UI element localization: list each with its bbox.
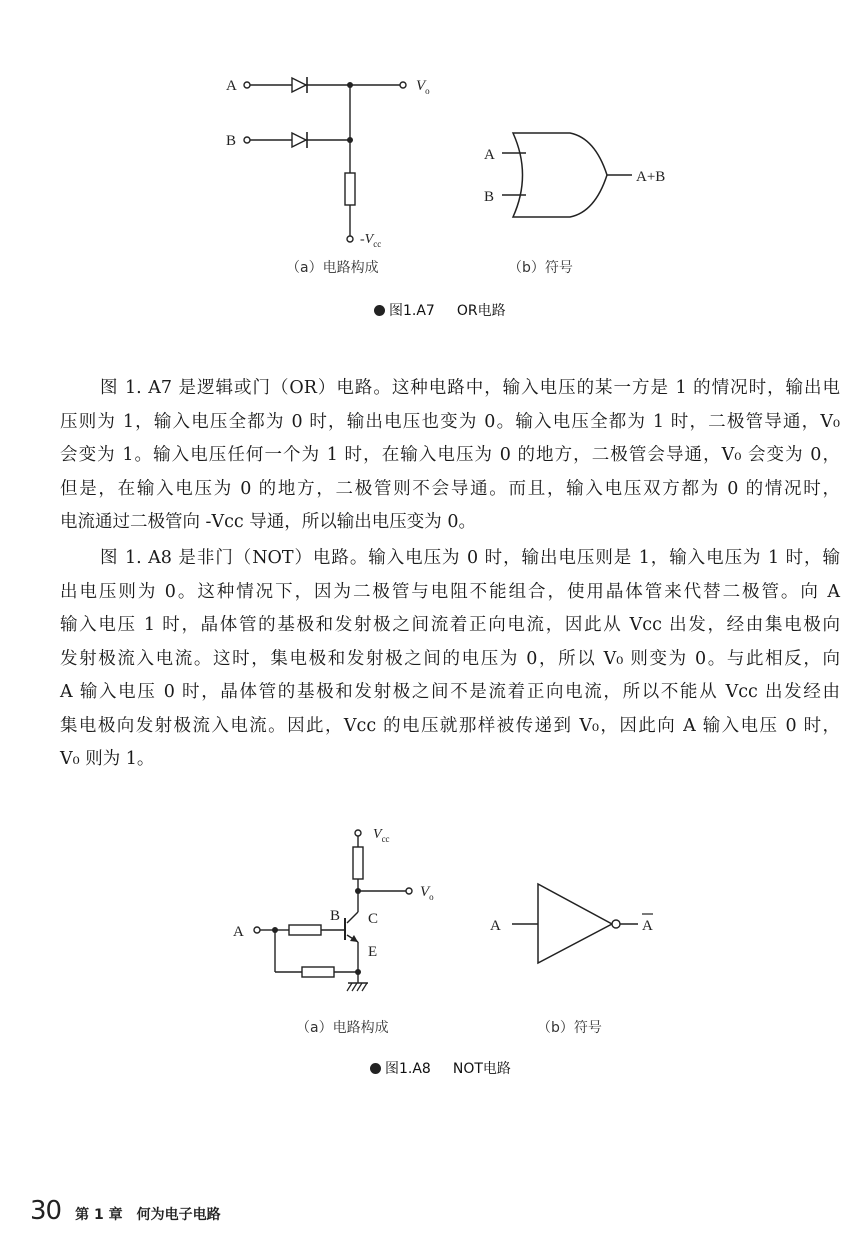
terminal-a [244, 82, 250, 88]
figure-title-a7 [374, 300, 506, 320]
paragraph-or [60, 372, 840, 540]
figure-title-a8 [370, 1058, 511, 1078]
terminal-vo [406, 888, 412, 894]
bias-resistor [302, 967, 334, 977]
text-line: 电流通过二极管向 -Vcc 导通，所以输出电压变为 0。 [60, 512, 476, 532]
diode-b [292, 132, 307, 148]
label-neg-vcc: $-V_{cc}$ [360, 232, 382, 249]
bullet-icon [374, 305, 385, 316]
or-symbol-output: A+B [636, 169, 666, 185]
text-line: 压则为 1，输入电压全都为 0 时，输出电压也变为 0。输入电压全都为 1 时，二极管导通，V₀ [60, 411, 840, 432]
or-symbol-caption: （b）符号 [508, 260, 573, 276]
text-line: 出电压则为 0。这种情况下，因为二极管与电阻不能组合，使用晶体管来代替二极管。向 A [60, 581, 840, 602]
junction-dot [347, 137, 353, 143]
or-gate-body [513, 133, 607, 217]
terminal-vcc [355, 830, 361, 836]
chapter-title: 何为电子电路 [136, 1207, 221, 1223]
text-line: 图 1. A7 是逻辑或门（OR）电路。这种电路中，输入电压的某一方是 1 的情况时，输出电 [100, 378, 840, 398]
chapter-label: 第 1 章 [75, 1207, 123, 1223]
label-base: B [330, 908, 341, 924]
not-circuit-caption: （a）电路构成 [296, 1020, 389, 1036]
text-line: 发射极流入电流。这时，集电极和发射极之间的电压为 0，所以 V₀ 则变为 0。与此相反，向 [60, 648, 840, 669]
label-vo: $V_o$ [420, 884, 434, 902]
inversion-bubble [612, 920, 620, 928]
text-line: 会变为 1。输入电压任何一个为 1 时，在输入电压为 0 的地方，二极管会导通，V₀ 会变为 0， [60, 445, 840, 465]
label-vcc: $V_{cc}$ [373, 827, 390, 844]
or-gate-symbol [470, 120, 690, 230]
junction-dot [347, 82, 353, 88]
base-resistor [289, 925, 321, 935]
not-symbol-output: A [642, 918, 653, 934]
or-symbol-label-a: A [484, 147, 495, 163]
not-circuit-diagram [220, 820, 440, 1010]
not-symbol-label-a: A [490, 918, 501, 934]
terminal-vo [400, 82, 406, 88]
bullet-icon [370, 1063, 381, 1074]
page-footer [30, 1196, 221, 1226]
junction-dot [272, 927, 278, 933]
diode-a [292, 77, 307, 93]
or-circuit-diagram [210, 60, 450, 260]
label-collector: C [368, 911, 379, 927]
terminal-a [254, 927, 260, 933]
or-symbol-label-b: B [484, 189, 495, 205]
label-b: B [226, 133, 237, 149]
text-line: 输入电压 1 时，晶体管的基极和发射极之间流着正向电流，因此从 Vcc 出发，经由集电极向 [60, 615, 840, 635]
label-a: A [233, 924, 244, 940]
text-line: V₀ 则为 1。 [60, 749, 155, 769]
text-line: 集电极向发射极流入电流。因此，Vcc 的电压就那样被传递到 V₀，因此向 A 输入电压 0 时， [60, 715, 840, 736]
label-vo: $V_o$ [416, 78, 430, 96]
text-line: 但是，在输入电压为 0 的地方，二极管则不会导通。而且，输入电压双方都为 0 的情况时， [60, 478, 840, 499]
not-symbol-caption: （b）符号 [537, 1020, 602, 1036]
resistor [345, 173, 355, 205]
junction-dot [355, 888, 361, 894]
page-number: 30 [30, 1196, 62, 1226]
ground-icon [347, 983, 367, 991]
label-emitter: E [368, 944, 378, 960]
not-gate-body [538, 884, 612, 963]
text-line: A 输入电压 0 时，晶体管的基极和发射极之间不是流着正向电流，所以不能从 Vcc 出发经由 [60, 682, 840, 702]
not-gate-symbol [470, 870, 680, 980]
figure-number: 图1.A7 [389, 303, 435, 319]
or-circuit-caption: （a）电路构成 [286, 260, 379, 276]
terminal-b [244, 137, 250, 143]
terminal-vcc [347, 236, 353, 242]
text-line: 图 1. A8 是非门（NOT）电路。输入电压为 0 时，输出电压则是 1，输入电压为 1 时，输 [100, 548, 840, 568]
figure-name: NOT电路 [452, 1061, 511, 1077]
junction-dot [355, 969, 361, 975]
collector-resistor [353, 847, 363, 879]
figure-name: OR电路 [456, 303, 506, 319]
figure-number: 图1.A8 [385, 1061, 431, 1077]
paragraph-not [60, 542, 840, 777]
label-a: A [226, 78, 237, 94]
